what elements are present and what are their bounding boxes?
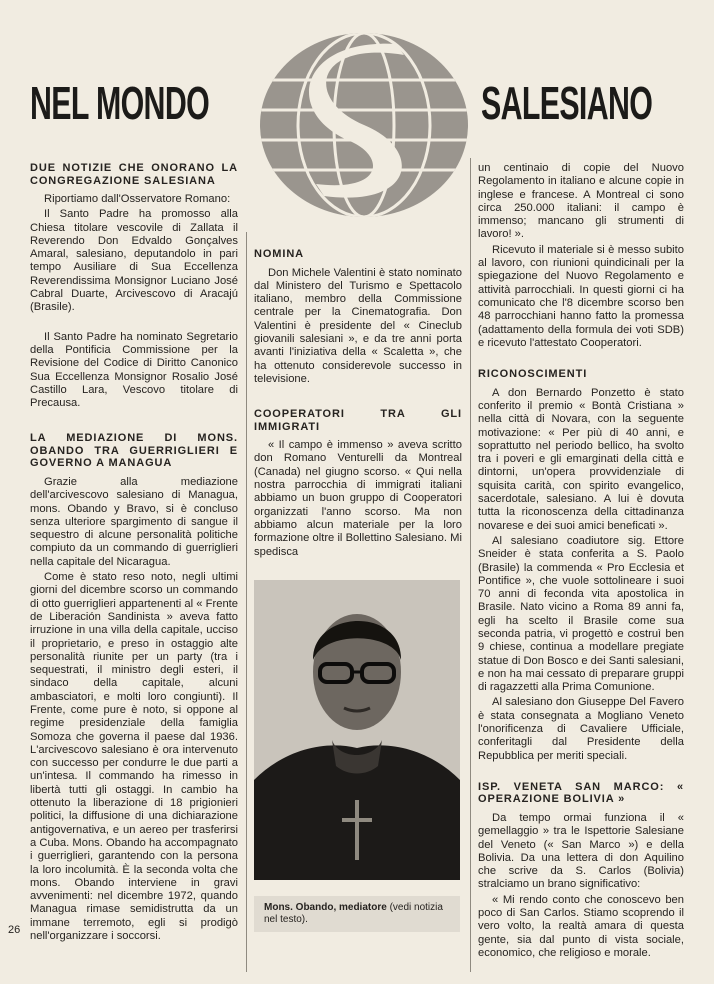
column-2 bbox=[254, 248, 462, 559]
masthead-right: SALESIANO bbox=[481, 77, 653, 129]
paragraph: A don Bernardo Ponzetto è stato conferito il premio « Bontà Cristiana » nella città di Novara, con la seguente motivazione: « Per più di 40 anni, e soprattutto nel periodo bellico, ha svolto tra i poveri e gli emarginati della città e dintorni, un'opera provvidenziale di squisita carità, con spirito evangelico, sacerdotale, salesiano. A lui è dovuta tutta la riconoscenza della cittadinanza novarese e dei suoi amici beneficati ». bbox=[478, 386, 684, 532]
paragraph: « Mi rendo conto che conoscevo ben poco di San Carlos. Stiamo scoprendo il vero volto, la realtà amara di questa gente, sia dal punto di vista sociale, economico, che religioso e morale. bbox=[478, 893, 684, 959]
paragraph: Don Michele Valentini è stato nominato dal Ministero del Turismo e Spettacolo italiano, membro della Commissione centrale per la Cinematografia. Don Valentini è presidente del « Cineclub giovanili salesiani », e da tre anni porta avanti l'iniziativa della « Scaletta », che ha ottenuto considerevole successo in televisione. bbox=[254, 266, 462, 385]
section-heading-mediazione: LA MEDIAZIONE DI MONS. OBANDO TRA GUERRIGLIERI E GOVERNO A MANAGUA bbox=[30, 432, 238, 470]
paragraph: Al salesiano don Giuseppe Del Favero è stata consegnata a Mogliano Veneto l'onorificenza di Cavaliere Ufficiale, conferitagli dal Presidente della Repubblica per meriti speciali. bbox=[478, 696, 684, 762]
paragraph: Il Santo Padre ha promosso alla Chiesa titolare vescovile di Zallata il Reverendo Don Edvaldo Gonçalves Amaral, salesiano, deputandolo in pari tempo Ausiliare di Sua Eccellenza Reverendissima Monsignor Luciano José Cabral Duarte, Arcivescovo di Aracajú (Brasile). bbox=[30, 208, 238, 314]
paragraph: Da tempo ormai funziona il « gemellaggio » tra le Ispettorie Salesiane del Veneto (« San Marco ») e della Bolivia. Da una lettera di don Aquilino che scrive da S. Carlos (Bolivia) stralciamo un brano significativo: bbox=[478, 811, 684, 891]
caption-bold: Mons. Obando, mediatore bbox=[264, 902, 387, 913]
photo-caption bbox=[254, 896, 460, 932]
portrait-illustration bbox=[254, 580, 460, 880]
column-rule-left bbox=[246, 232, 247, 972]
salesian-globe-logo bbox=[254, 30, 474, 220]
intro-line: Riportiamo dall'Osservatore Romano: bbox=[44, 193, 231, 205]
paragraph: un centinaio di copie del Nuovo Regolamento in italiano e alcune copie in inglese e francese. A Montreal ci sono circa 250.000 italiani: il campo è immenso; mancano gli strumenti di lavoro! ». bbox=[478, 162, 684, 241]
paragraph: Ricevuto il materiale si è messo subito al lavoro, con riunioni quindicinali per la spiegazione del Nuovo Regolamento e attività parrocchiali. In questi giorni ci ha comunicato che l'8 dicembre scorso ben 48 parrocchiani hanno fatto la promessa (adattamento della formula dei voti SDB) e ricevuto l'attestato Cooperatori. bbox=[478, 243, 684, 349]
section-heading-due-notizie: DUE NOTIZIE CHE ONORANO LA CONGREGAZIONE SALESIANA bbox=[30, 162, 238, 187]
column-rule-right bbox=[470, 158, 471, 972]
paragraph: Il Santo Padre ha nominato Segretario della Pontificia Commissione per la Revisione del Codice di Diritto Canonico Sua Eccellenza Monsignor Rosalio José Castillo Lara, Vescovo titolare di Precausa. bbox=[30, 330, 238, 410]
section-heading-operazione-bolivia: ISP. VENETA SAN MARCO: « OPERAZIONE BOLIVIA » bbox=[478, 780, 684, 806]
paragraph: Come è stato reso noto, negli ultimi giorni del dicembre scorso un commando di otto guerriglieri appartenenti al « Frente de Liberación Sandinista » aveva fatto irruzione in una villa della capitale, ucciso il proprietario, e preso in ostaggio alte personalità riunite per un party (tra i sequestrati, il ministro degli esteri, il sindaco della capitale, alcuni ambasciatori, e molti loro congiunti). Il Frente, come pure è noto, si oppone al regime presidenziale della famiglia Somoza che governa il paese dal 1936. L'arcivescovo salesiano è ora intervenuto con successo per condurre le due parti a un'intesa. Il commando ha rimesso in libertà tutti gli ostaggi. In cambio ha ottenuto la liberazione di 18 prigionieri politici, la diffusione di una dichiarazione antigovernativa, e un aereo per trasferirsi a Cuba. Mons. Obando ha accompagnato i guerriglieri, garantendo con la persona la loro incolumità. È la seconda volta che mons. Obando interviene in gravi avvenimenti: nel dicembre 1972, quando Managua rimase semidistrutta da un immane terremoto, egli si prodigò nell'organizzare i soccorsi. bbox=[30, 571, 238, 943]
page-number: 26 bbox=[8, 924, 21, 936]
section-heading-nomina: NOMINA bbox=[254, 248, 305, 260]
column-1 bbox=[30, 162, 238, 943]
section-heading-riconoscimenti: RICONOSCIMENTI bbox=[478, 368, 588, 381]
masthead-left: NEL MONDO bbox=[30, 77, 210, 129]
section-heading-cooperatori: COOPERATORI TRA GLI IMMIGRATI bbox=[254, 408, 462, 433]
portrait-photo bbox=[254, 580, 460, 880]
paragraph: Al salesiano coadiutore sig. Ettore Sneider è stata conferita a S. Paolo (Brasile) la commenda « Pro Ecclesia et Pontifice », che vuole sottolineare i suoi 70 anni di feconda vita apostolica in Brasile. Nato vicino a Roma 89 anni fa, egli ha scelto il Brasile come sua seconda patria, vi progettò e costruì ben 9 chiese, continua a modellare pregiate statue di Don Bosco e dei Santi salesiani, e non ha mai cessato di preparare gruppi di ragazzetti alla Prima Comunione. bbox=[478, 534, 684, 694]
paragraph: « Il campo è immenso » aveva scritto don Romano Venturelli da Montreal (Canada) nel giugno scorso. « Qui nella nostra parrocchia di immigrati italiani abbiamo un buon gruppo di Cooperatori organizzati l'anno scorso. Ma non abbiamo alcun materiale per la loro formazione oltre il Bollettino Salesiano. Mi spedisca bbox=[254, 439, 462, 558]
caption-rest: (vedi notizia nel testo). bbox=[264, 902, 443, 925]
paragraph: Grazie alla mediazione dell'arcivescovo salesiano di Managua, mons. Obando y Bravo, si è concluso senza ulteriore spargimento di sangue il sequestro di alcune personalità politiche compiuto da un commando di guerriglieri nella capitale del Nicaragua. bbox=[30, 475, 238, 568]
column-3 bbox=[478, 162, 684, 960]
